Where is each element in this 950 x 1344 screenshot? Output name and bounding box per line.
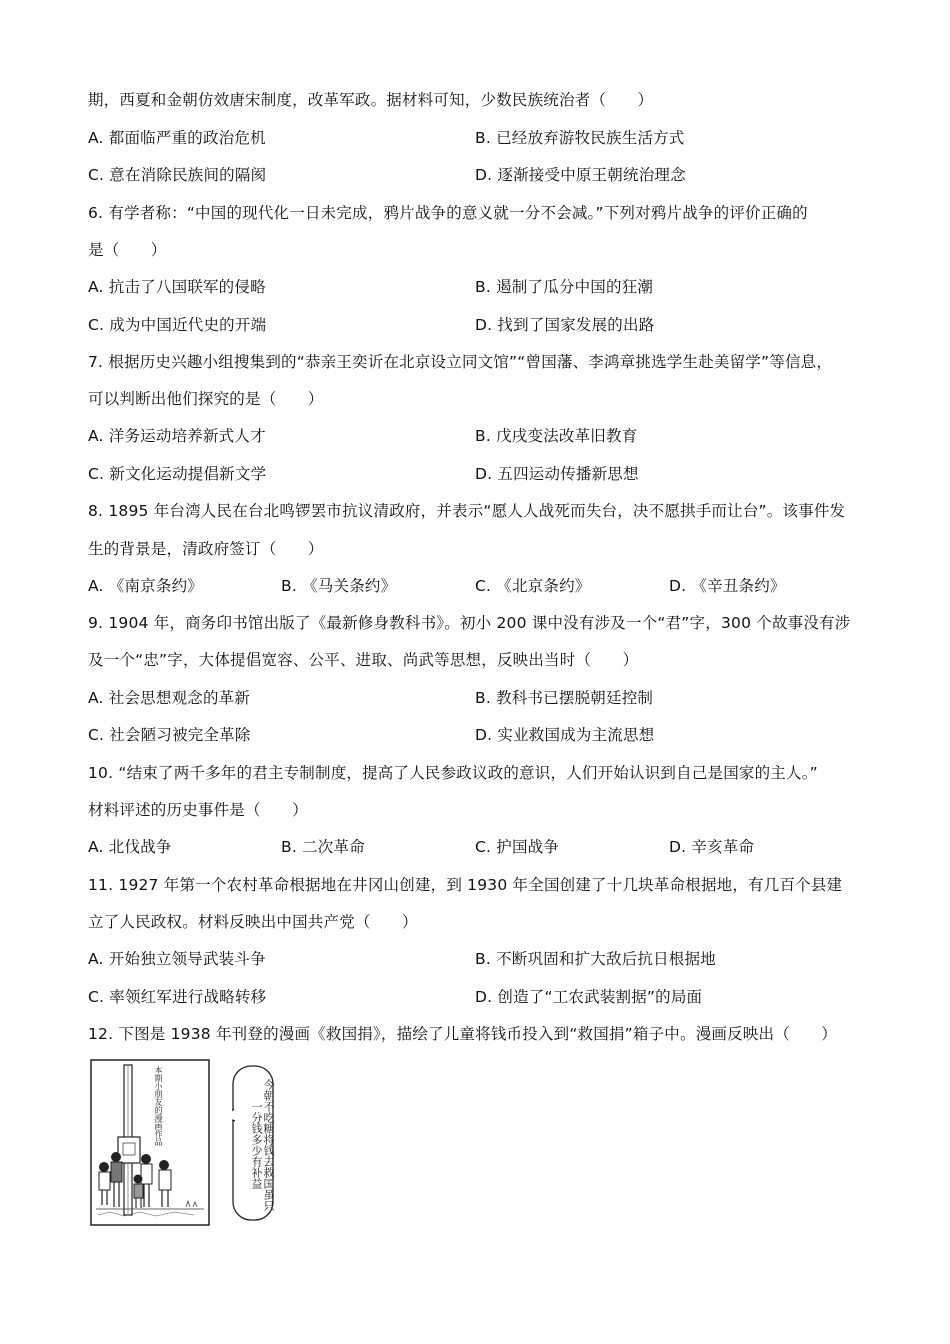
q8-stem-line1: 8. 1895 年台湾人民在台北鸣锣罢市抗议清政府，并表示“愿人人战死而失台，决不愿拱手而让台”。该事件发 bbox=[88, 502, 846, 520]
q9-stem-line2: 及一个“忠”字，大体提倡宽容、公平、进取、尚武等思想，反映出当时（ ） bbox=[88, 651, 639, 669]
q7-option-b: B. 戊戌变法改革旧教育 bbox=[475, 427, 638, 445]
q7-stem-line2: 可以判断出他们探究的是（ ） bbox=[88, 390, 324, 408]
q9-option-c: C. 社会陋习被完全革除 bbox=[88, 726, 251, 744]
comic-caption: 本期小朋友的漫画作品 bbox=[154, 1066, 163, 1146]
q6-option-a: A. 抗击了八国联军的侵略 bbox=[88, 278, 266, 296]
q5-stem-tail: 期，西夏和金朝仿效唐宋制度，改革军政。据材料可知，少数民族统治者（ ） bbox=[88, 91, 654, 109]
q8-option-b: B. 《马关条约》 bbox=[281, 577, 397, 595]
q10-option-d: D. 辛亥革命 bbox=[669, 838, 755, 856]
q11-option-a: A. 开始独立领导武装斗争 bbox=[88, 950, 266, 968]
q7-option-c: C. 新文化运动提倡新文学 bbox=[88, 465, 267, 483]
q9-stem-line1: 9. 1904 年，商务印书馆出版了《最新修身教科书》。初小 200 课中没有涉及一个“君”字，300 个故事没有涉 bbox=[88, 614, 851, 632]
q6-stem-line1: 6. 有学者称：“中国的现代化一日未完成，鸦片战争的意义就一分不会减。”下列对鸦片战争的评价正确的 bbox=[88, 204, 808, 222]
q9-option-d: D. 实业救国成为主流思想 bbox=[475, 726, 655, 744]
q8-option-a: A. 《南京条约》 bbox=[88, 577, 203, 595]
q10-stem-line1: 10. “结束了两千多年的君主专制制度，提高了人民参政议政的意识，人们开始认识到自己是国家的主人。” bbox=[88, 764, 818, 782]
q6-option-d: D. 找到了国家发展的出路 bbox=[475, 316, 655, 334]
q5-option-a: A. 都面临严重的政治危机 bbox=[88, 129, 266, 147]
comic-illustration bbox=[90, 1059, 210, 1226]
q11-stem-line1: 11. 1927 年第一个农村革命根据地在井冈山创建，到 1930 年全国创建了十几块革命根据地，有几百个县建 bbox=[88, 876, 843, 894]
q9-option-a: A. 社会思想观念的革新 bbox=[88, 689, 251, 707]
q12-stem-line1: 12. 下图是 1938 年刊登的漫画《救国捐》，描绘了儿童将钱币投入到“救国捐”箱子中。漫画反映出（ ） bbox=[88, 1025, 837, 1043]
speech-bubble bbox=[232, 1065, 274, 1221]
q8-stem-line2: 生的背景是，清政府签订（ ） bbox=[88, 540, 324, 558]
q8-option-c: C. 《北京条约》 bbox=[475, 577, 591, 595]
q10-option-c: C. 护国战争 bbox=[475, 838, 560, 856]
q6-option-b: B. 遏制了瓜分中国的狂潮 bbox=[475, 278, 654, 296]
q7-option-a: A. 洋务运动培养新式人才 bbox=[88, 427, 266, 445]
q8-option-d: D. 《辛丑条约》 bbox=[669, 577, 786, 595]
q7-stem-line1: 7. 根据历史兴趣小组搜集到的“恭亲王奕䜣在北京设立同文馆”“曾国藩、李鸿章挑选学生赴美留学”等信息， bbox=[88, 353, 833, 371]
q6-option-c: C. 成为中国近代史的开端 bbox=[88, 316, 267, 334]
q5-option-b: B. 已经放弃游牧民族生活方式 bbox=[475, 129, 685, 147]
q11-option-c: C. 率领红军进行战略转移 bbox=[88, 988, 267, 1006]
q11-option-d: D. 创造了“工农武装割据”的局面 bbox=[475, 988, 703, 1006]
q11-stem-line2: 立了人民政权。材料反映出中国共产党（ ） bbox=[88, 913, 418, 931]
q5-option-d: D. 逐渐接受中原王朝统治理念 bbox=[475, 166, 686, 184]
q11-option-b: B. 不断巩固和扩大敌后抗日根据地 bbox=[475, 950, 716, 968]
q9-option-b: B. 教科书已摆脱朝廷控制 bbox=[475, 689, 654, 707]
q7-option-d: D. 五四运动传播新思想 bbox=[475, 465, 639, 483]
q10-option-a: A. 北伐战争 bbox=[88, 838, 172, 856]
speech-bubble-text: 今朝不吃糖将钱去救国虽只一分钱多少有补益 bbox=[250, 1079, 275, 1211]
q10-option-b: B. 二次革命 bbox=[281, 838, 365, 856]
q5-option-c: C. 意在消除民族间的隔阂 bbox=[88, 166, 267, 184]
q6-stem-line2: 是（ ） bbox=[88, 241, 167, 259]
q10-stem-line2: 材料评述的历史事件是（ ） bbox=[88, 801, 308, 819]
